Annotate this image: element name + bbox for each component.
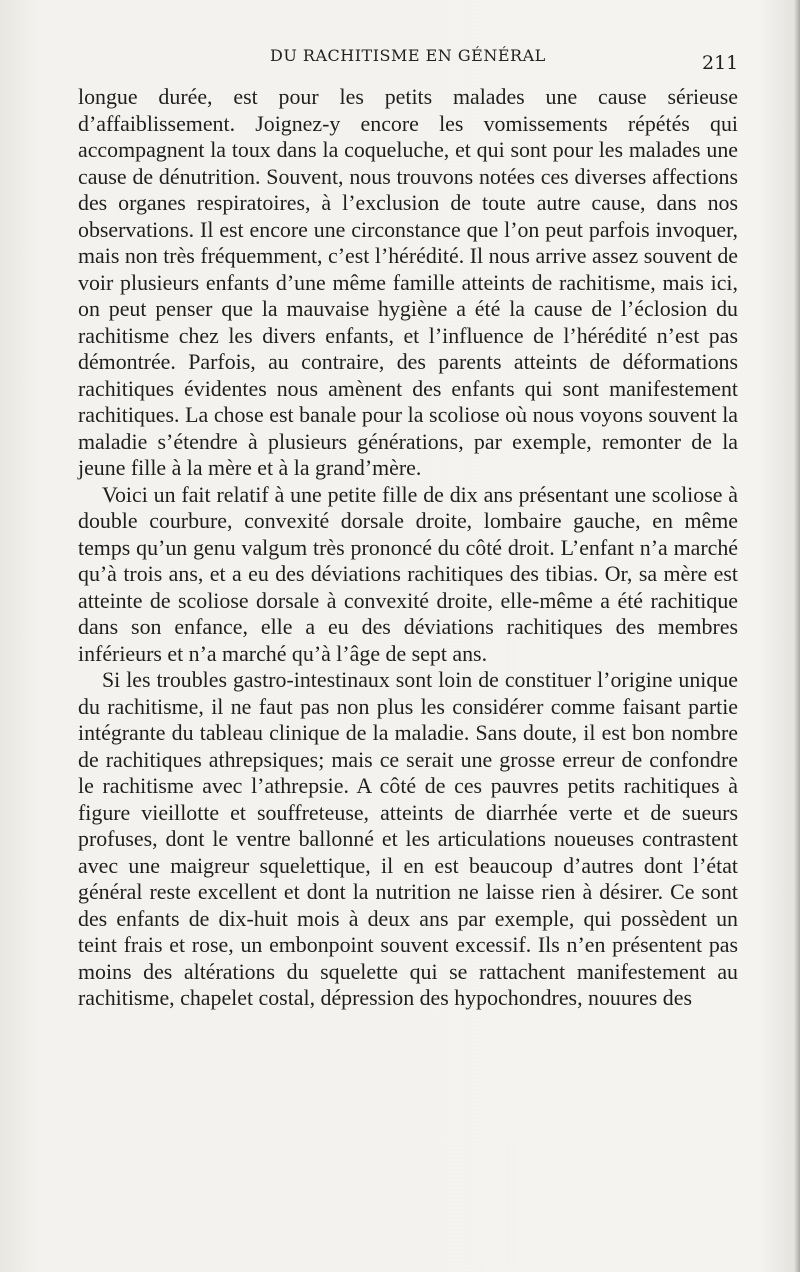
- paragraph-1: longue durée, est pour les petits malades une cause sérieuse d’affaiblissement. Joignez-y encore les vomissements répétés qui accompagnent la toux dans la coqueluche, et qui sont pour les malades une cause de dénutrition. Souvent, nous trouvons notées ces diverses affections des organes respiratoires, à l’exclusion de toute autre cause, dans nos observations. Il est encore une circonstance que l’on peut parfois invoquer, mais non très fréquemment, c’est l’hérédité. Il nous arrive assez souvent de voir plusieurs enfants d’une même famille atteints de rachitisme, mais ici, on peut penser que la mauvaise hygiène a été la cause de l’éclosion du rachitisme chez les divers enfants, et l’influence de l’hérédité n’est pas démontrée. Parfois, au contraire, des parents atteints de déformations rachitiques évidentes nous amènent des enfants qui sont manifestement rachitiques. La chose est banale pour la scoliose où nous voyons souvent la maladie s’étendre à plusieurs générations, par exemple, remonter de la jeune fille à la mère et à la grand’mère.: [78, 84, 738, 480]
- page-header: [0, 46, 800, 76]
- paragraph-3: Si les troubles gastro-intestinaux sont loin de constituer l’origine unique du rachitisme, il ne faut pas non plus les considérer comme faisant partie intégrante du tableau clinique de la maladie. Sans doute, il est bon nombre de rachitiques athrepsiques; mais ce serait une grosse erreur de confondre le rachitisme avec l’athrepsie. A côté de ces pauvres petits rachitiques à figure vieillotte et souffreteuse, atteints de diarrhée verte et de sueurs profuses, dont le ventre ballonné et les articulations noueuses contrastent avec une maigreur squelettique, il en est beaucoup d’autres dont l’état général reste excellent et dont la nutrition ne laisse rien à désirer. Ce sont des enfants de dix-huit mois à deux ans par exemple, qui possèdent un teint frais et rose, un embonpoint souvent excessif. Ils n’en présentent pas moins des altérations du squelette qui se rattachent manifestement au rachitisme, chapelet costal, dépression des hypochondres, nouures des: [78, 667, 738, 1010]
- paragraph-2: Voici un fait relatif à une petite fille de dix ans présentant une scoliose à double courbure, convexité dorsale droite, lombaire gauche, en même temps qu’un genu valgum très prononcé du côté droit. L’enfant n’a marché qu’à trois ans, et a eu des déviations rachitiques des tibias. Or, sa mère est atteinte de scoliose dorsale à convexité droite, elle-même a été rachitique dans son enfance, elle a eu des déviations rachitiques des membres inférieurs et n’a marché qu’à l’âge de sept ans.: [78, 481, 738, 666]
- page-number: 211: [702, 52, 739, 74]
- page-edge-shadow: [794, 0, 800, 1272]
- body-text: [78, 84, 738, 1012]
- running-head: DU RACHITISME EN GÉNÉRAL: [270, 46, 546, 65]
